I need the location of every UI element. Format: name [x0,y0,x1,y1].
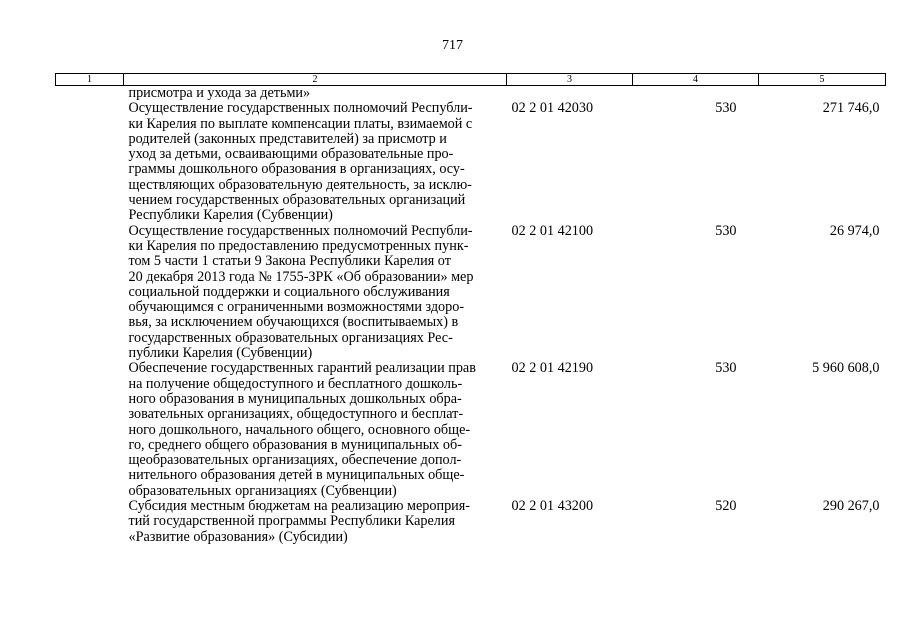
row-code-cell [507,86,633,102]
row-code-cell: 02 2 01 42100 [511,222,594,239]
row-name-cell [124,86,507,102]
row-name-line: присмотра и ухода за детьми» [128,85,311,101]
row-name-line: образовательных организациях (Субвенции) [128,482,397,499]
page-number: 717 [442,38,463,53]
row-name-line: ки Карелия по предоставлению предусмотренных пунк- [128,237,469,254]
row-amount-cell: 271 746,0 [822,100,880,117]
row-name-line: Республики Карелия (Субвенции) [128,207,333,224]
row-name-line: Обеспечение государственных гарантий реализации прав [128,360,476,377]
row-name-line: зовательных организациях, общедоступного и бесплат- [128,406,464,423]
row-name-line: уход за детьми, осваивающими образовательные про- [128,146,454,163]
row-number-cell [56,101,124,223]
row-code-cell: 02 2 01 42190 [511,360,594,377]
table-header [56,74,886,86]
row-name-line: чением государственных образовательных организаций [128,192,466,209]
row-amount-cell: 26 974,0 [829,222,880,239]
row-name-cell [124,499,507,545]
row-name-line: ки Карелия по выплате компенсации платы, взимаемой с [128,115,473,132]
table-row [56,499,886,545]
row-name-line: том 5 части 1 статьи 9 Закона Республики Карелия от [128,253,451,270]
row-name-line: го, среднего общего образования в муниципальных об- [128,436,462,453]
row-name-line: обучающимся с ограниченными возможностями здоро- [128,299,465,316]
row-name-cell [124,361,507,499]
row-name-line: граммы дошкольного образования в организациях, осу- [128,161,465,178]
row-name-line: публики Карелия (Субвенции) [128,345,313,362]
row-name-line: Осуществление государственных полномочий Республи- [128,222,473,239]
row-name-line: нительного образования детей в муниципальных обще- [128,467,465,484]
header-col-4: 4 [633,74,759,86]
budget-table [55,73,886,545]
row-amount-cell [759,86,886,102]
row-name-line: 20 декабря 2013 года № 1755-ЗРК «Об образовании» мер [128,268,474,285]
header-col-3: 3 [507,74,633,86]
header-row [56,74,886,86]
row-name-line: Субсидия местным бюджетам на реализацию мероприя- [128,498,471,515]
row-type-cell: 530 [715,360,737,377]
row-name-cell [124,224,507,362]
table-row [56,86,886,102]
table-row [56,224,886,362]
row-name-line: ществляющих образовательную деятельность, за исклю- [128,176,472,193]
row-code-cell: 02 2 01 42030 [511,100,594,117]
header-col-5: 5 [759,74,886,86]
row-type-cell: 530 [715,222,737,239]
row-type-cell [633,86,759,102]
table-row [56,101,886,223]
header-col-2: 2 [124,74,507,86]
table-row [56,361,886,499]
header-col-1: 1 [56,74,124,86]
row-number-cell [56,499,124,545]
table-body [56,86,886,545]
row-code-cell: 02 2 01 43200 [511,498,594,515]
row-name-line: ного дошкольного, начального общего, основного обще- [128,421,471,438]
row-name-line: «Развитие образования» (Субсидии) [128,528,348,545]
row-name-line: щеобразовательных организациях, обеспечение допол- [128,452,462,469]
row-name-line: Осуществление государственных полномочий Республи- [128,100,473,117]
row-number-cell [56,361,124,499]
row-amount-cell: 5 960 608,0 [812,360,880,377]
row-name-line: социальной поддержки и социального обслуживания [128,283,450,300]
row-name-line: на получение общедоступного и бесплатного дошколь- [128,375,463,392]
row-name-line: ного образования в муниципальных дошкольных обра- [128,390,462,407]
row-type-cell: 530 [715,100,737,117]
row-name-line: вья, за исключением обучающихся (воспитываемых) в [128,314,459,331]
row-number-cell [56,224,124,362]
row-amount-cell: 290 267,0 [822,498,880,515]
row-name-cell [124,101,507,223]
row-type-cell: 520 [715,498,737,515]
row-name-line: тий государственной программы Республики Карелия [128,513,455,530]
row-number-cell [56,86,124,102]
row-name-line: родителей (законных представителей) за присмотр и [128,130,447,147]
row-name-line: государственных образовательных организациях Рес- [128,329,453,346]
